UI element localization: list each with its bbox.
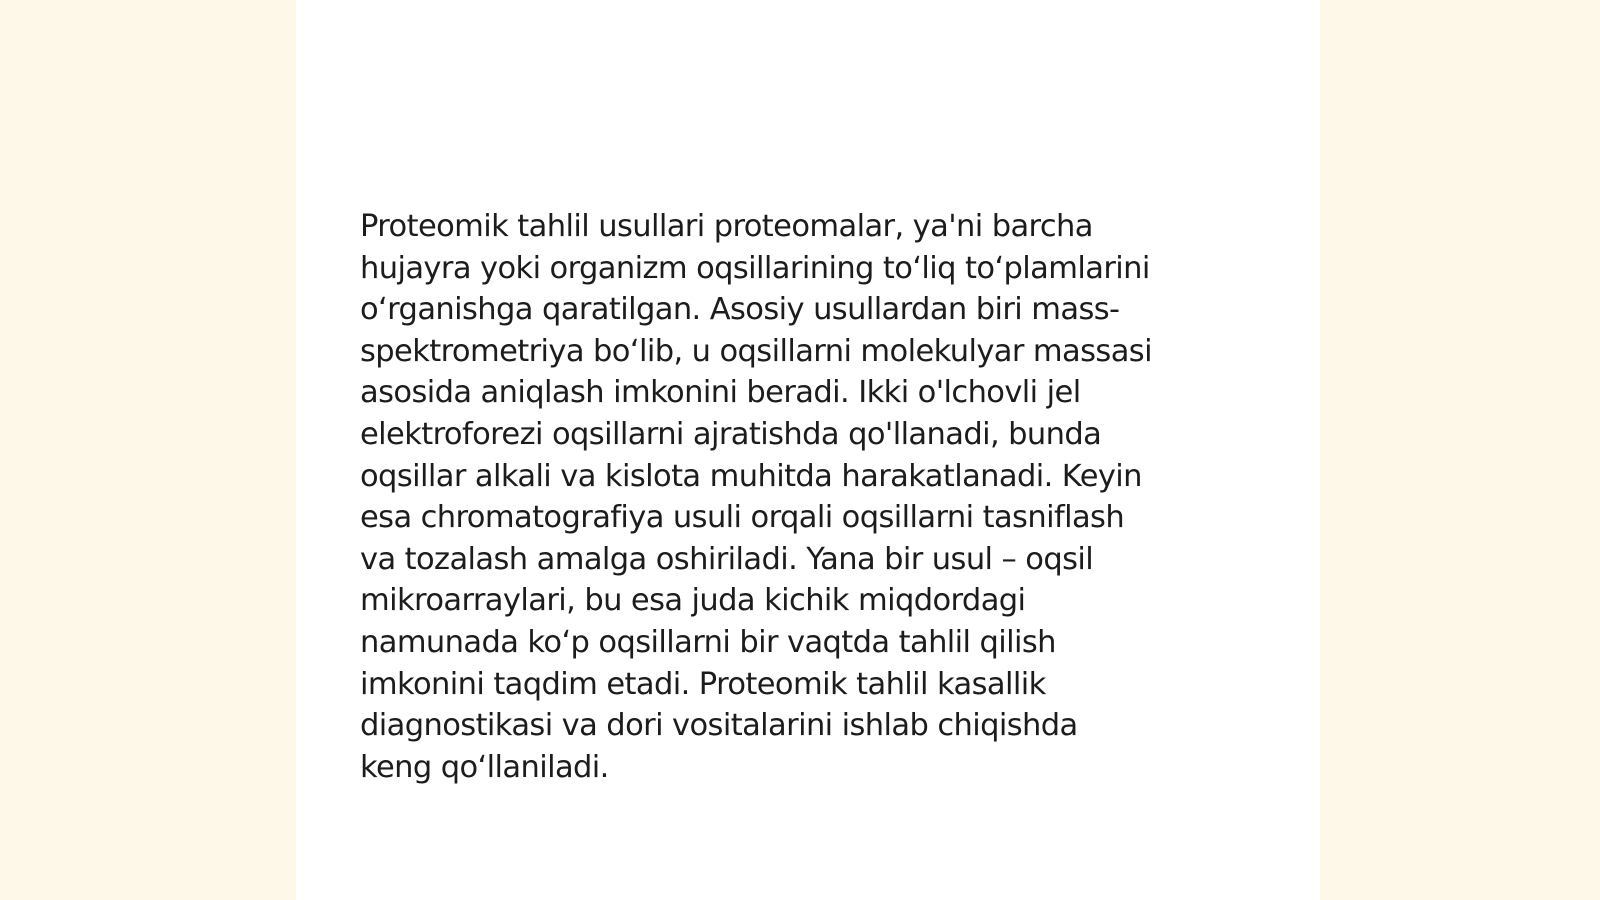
text-line-6: elektroforezi oqsillarni ajratishda qo'llanadi, bunda	[360, 416, 1102, 452]
text-line-2: hujayra yoki organizm oqsillarining toʻliq toʻplamlarini	[360, 250, 1150, 286]
text-line-11: namunada koʻp oqsillarni bir vaqtda tahlil qilish	[360, 624, 1056, 660]
text-line-4: spektrometriya boʻlib, u oqsillarni molekulyar massasi	[360, 333, 1152, 369]
text-line-5: asosida aniqlash imkonini beradi. Ikki o'lchovli jel	[360, 375, 1081, 411]
slide-page	[296, 0, 1320, 900]
text-line-9: va tozalash amalga oshiriladi. Yana bir usul – oqsil	[360, 541, 1094, 577]
text-line-14: keng qoʻllaniladi.	[360, 749, 609, 785]
body-paragraph	[360, 206, 1260, 788]
text-line-3: oʻrganishga qaratilgan. Asosiy usullardan biri mass-	[360, 292, 1120, 328]
text-line-8: esa chromatografiya usuli orqali oqsillarni tasniflash	[360, 500, 1125, 536]
text-line-7: oqsillar alkali va kislota muhitda harakatlanadi. Keyin	[360, 458, 1142, 494]
text-line-10: mikroarraylari, bu esa juda kichik miqdordagi	[360, 583, 1026, 619]
text-line-1: Proteomik tahlil usullari proteomalar, ya'ni barcha	[360, 209, 1093, 244]
text-line-12: imkonini taqdim etadi. Proteomik tahlil kasallik	[360, 666, 1046, 702]
text-line-13: diagnostikasi va dori vositalarini ishlab chiqishda	[360, 708, 1078, 744]
